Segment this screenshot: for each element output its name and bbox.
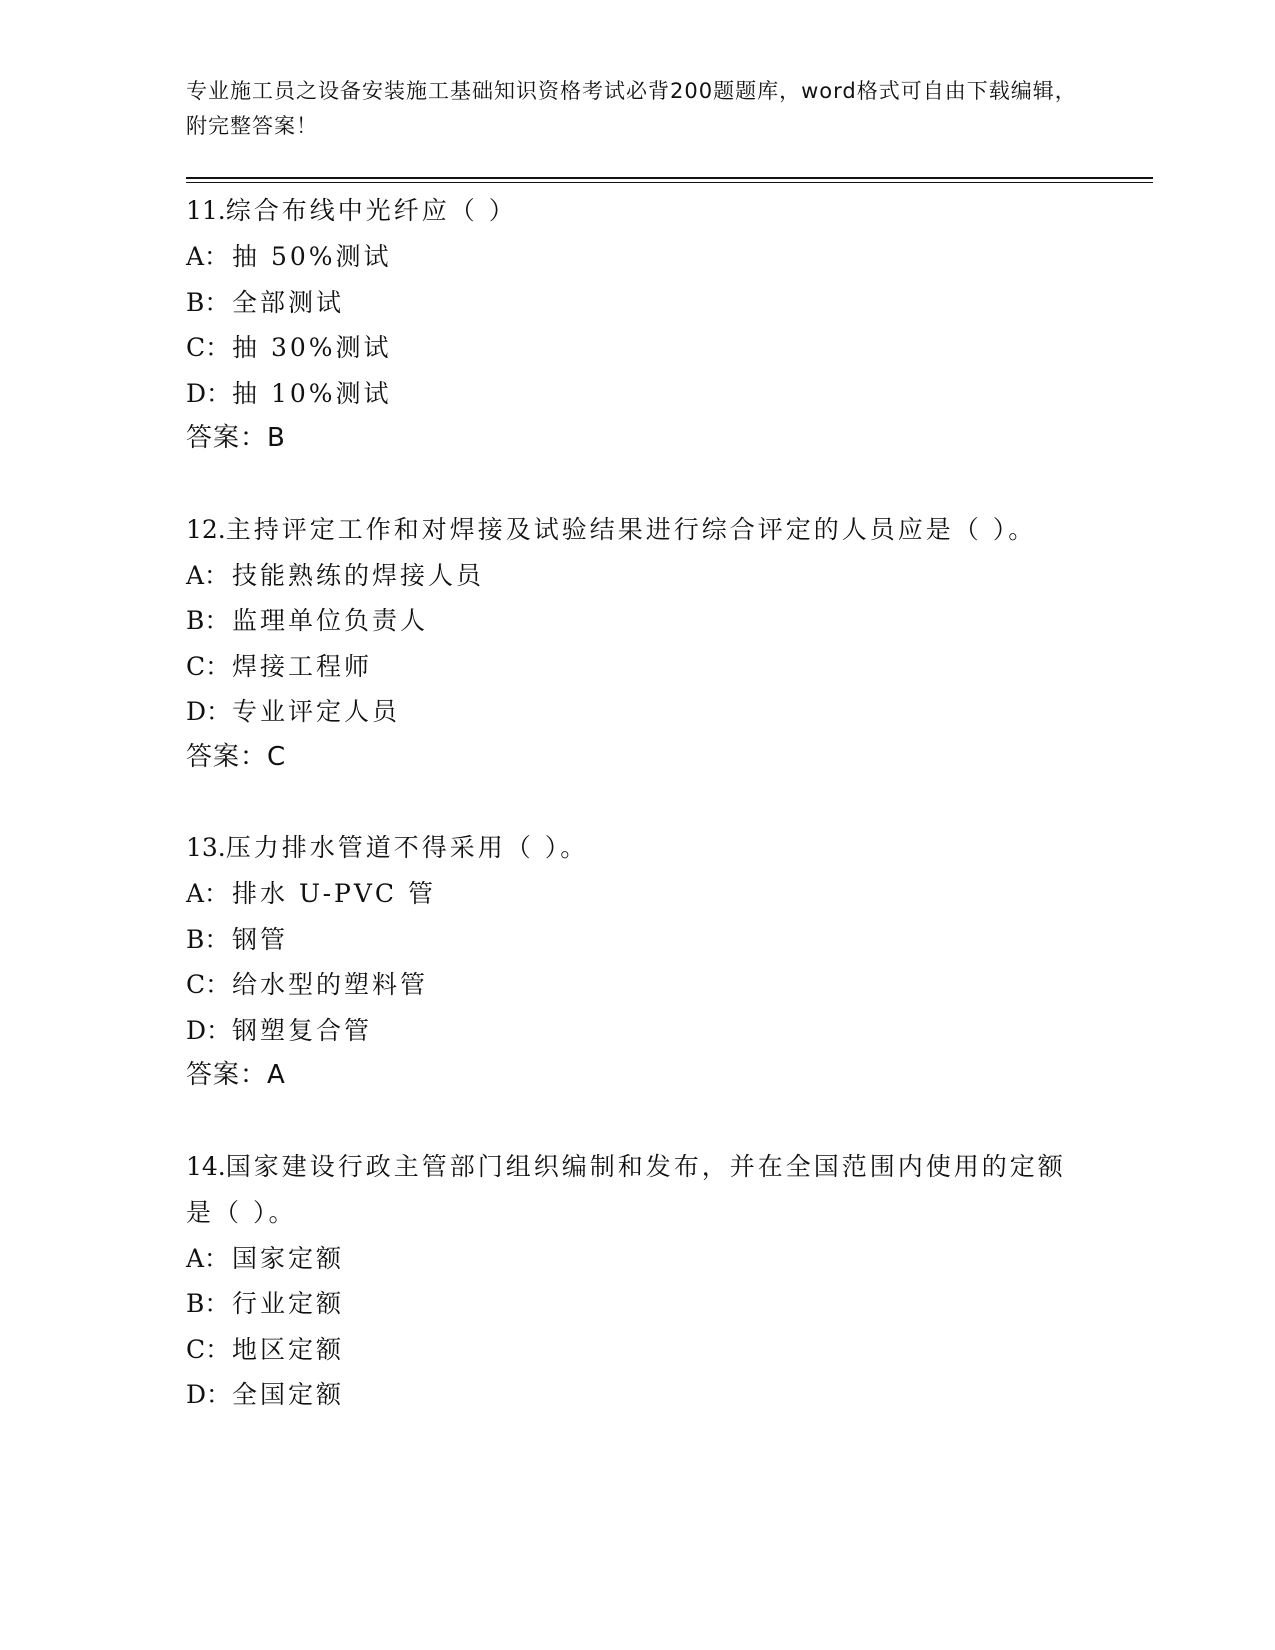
option-key: B： [186, 287, 230, 317]
document-header: 专业施工员之设备安装施工基础知识资格考试必背200题题库，word格式可自由下载编辑，附完整答案！ [186, 79, 1077, 138]
option-text: 监理单位负责人 [232, 606, 429, 635]
question-spacer [186, 1099, 1086, 1144]
question-stem [186, 188, 1086, 234]
option-text: 行业定额 [232, 1289, 345, 1318]
answer-line: 答案：A [186, 1060, 286, 1090]
question-text: 压力排水管道不得采用（ ）。 [225, 833, 589, 862]
question-number: 14. [186, 1151, 226, 1181]
question-number: 13. [186, 833, 226, 862]
question-text: 国家建设行政主管部门组织编制和发布，并在全国范围内使用的定额是（ ）。 [186, 1151, 1066, 1227]
option-text: 焊接工程师 [232, 651, 373, 681]
option-text: 给水型的塑料管 [232, 970, 429, 999]
option-c [186, 325, 1086, 371]
option-key: B： [186, 924, 230, 954]
option-key: D： [186, 378, 232, 408]
option-text: 全部测试 [232, 287, 345, 317]
option-text: 全国定额 [232, 1380, 345, 1409]
option-a [186, 234, 1086, 280]
option-key: D： [186, 1015, 232, 1045]
header-divider [186, 177, 1153, 179]
option-d [186, 1372, 1086, 1418]
option-key: D： [186, 1380, 232, 1409]
option-key: C： [186, 970, 231, 999]
option-key: C： [186, 1334, 231, 1364]
option-d [186, 1008, 1086, 1054]
answer-line: 答案：C [186, 741, 287, 772]
option-c [186, 644, 1086, 690]
question-number: 11. [186, 196, 226, 225]
option-text: 抽 10%测试 [232, 378, 392, 408]
option-c [186, 1327, 1086, 1373]
option-b [186, 280, 1086, 326]
option-key: A： [186, 1243, 230, 1273]
option-a [186, 871, 1086, 917]
option-a [186, 1236, 1086, 1282]
option-text: 钢塑复合管 [232, 1015, 373, 1045]
option-text: 抽 30%测试 [232, 333, 392, 362]
option-key: C： [186, 651, 231, 681]
question-14 [186, 1144, 1086, 1418]
option-text: 地区定额 [232, 1334, 345, 1364]
option-text: 抽 50%测试 [232, 242, 392, 271]
question-stem [186, 825, 1086, 871]
option-key: A： [186, 242, 230, 271]
question-stem [186, 1144, 1086, 1236]
header-divider-thin [186, 182, 1153, 183]
option-text: 钢管 [232, 924, 289, 954]
question-text: 主持评定工作和对焊接及试验结果进行综合评定的人员应是（ ）。 [225, 514, 1037, 544]
option-key: A： [186, 879, 230, 908]
option-text: 排水 U-PVC 管 [232, 879, 436, 908]
option-text: 专业评定人员 [232, 697, 401, 726]
option-b [186, 1281, 1086, 1327]
option-b [186, 598, 1086, 644]
option-key: D： [186, 697, 232, 726]
question-spacer [186, 462, 1086, 507]
option-c [186, 962, 1086, 1008]
question-list [186, 188, 1086, 1418]
question-12 [186, 507, 1086, 781]
answer-line: 答案：B [186, 423, 286, 453]
option-text: 技能熟练的焊接人员 [232, 560, 485, 590]
option-d [186, 371, 1086, 417]
option-b [186, 917, 1086, 963]
option-key: A： [186, 560, 230, 590]
question-11 [186, 188, 1086, 462]
option-key: B： [186, 1289, 230, 1318]
question-13 [186, 825, 1086, 1099]
option-d [186, 689, 1086, 735]
option-a [186, 553, 1086, 599]
question-number: 12. [186, 514, 226, 544]
option-key: B： [186, 606, 230, 635]
option-key: C： [186, 333, 231, 362]
option-text: 国家定额 [232, 1243, 345, 1273]
question-stem [186, 507, 1086, 553]
question-text: 综合布线中光纤应（ ） [225, 196, 517, 225]
question-spacer [186, 780, 1086, 825]
